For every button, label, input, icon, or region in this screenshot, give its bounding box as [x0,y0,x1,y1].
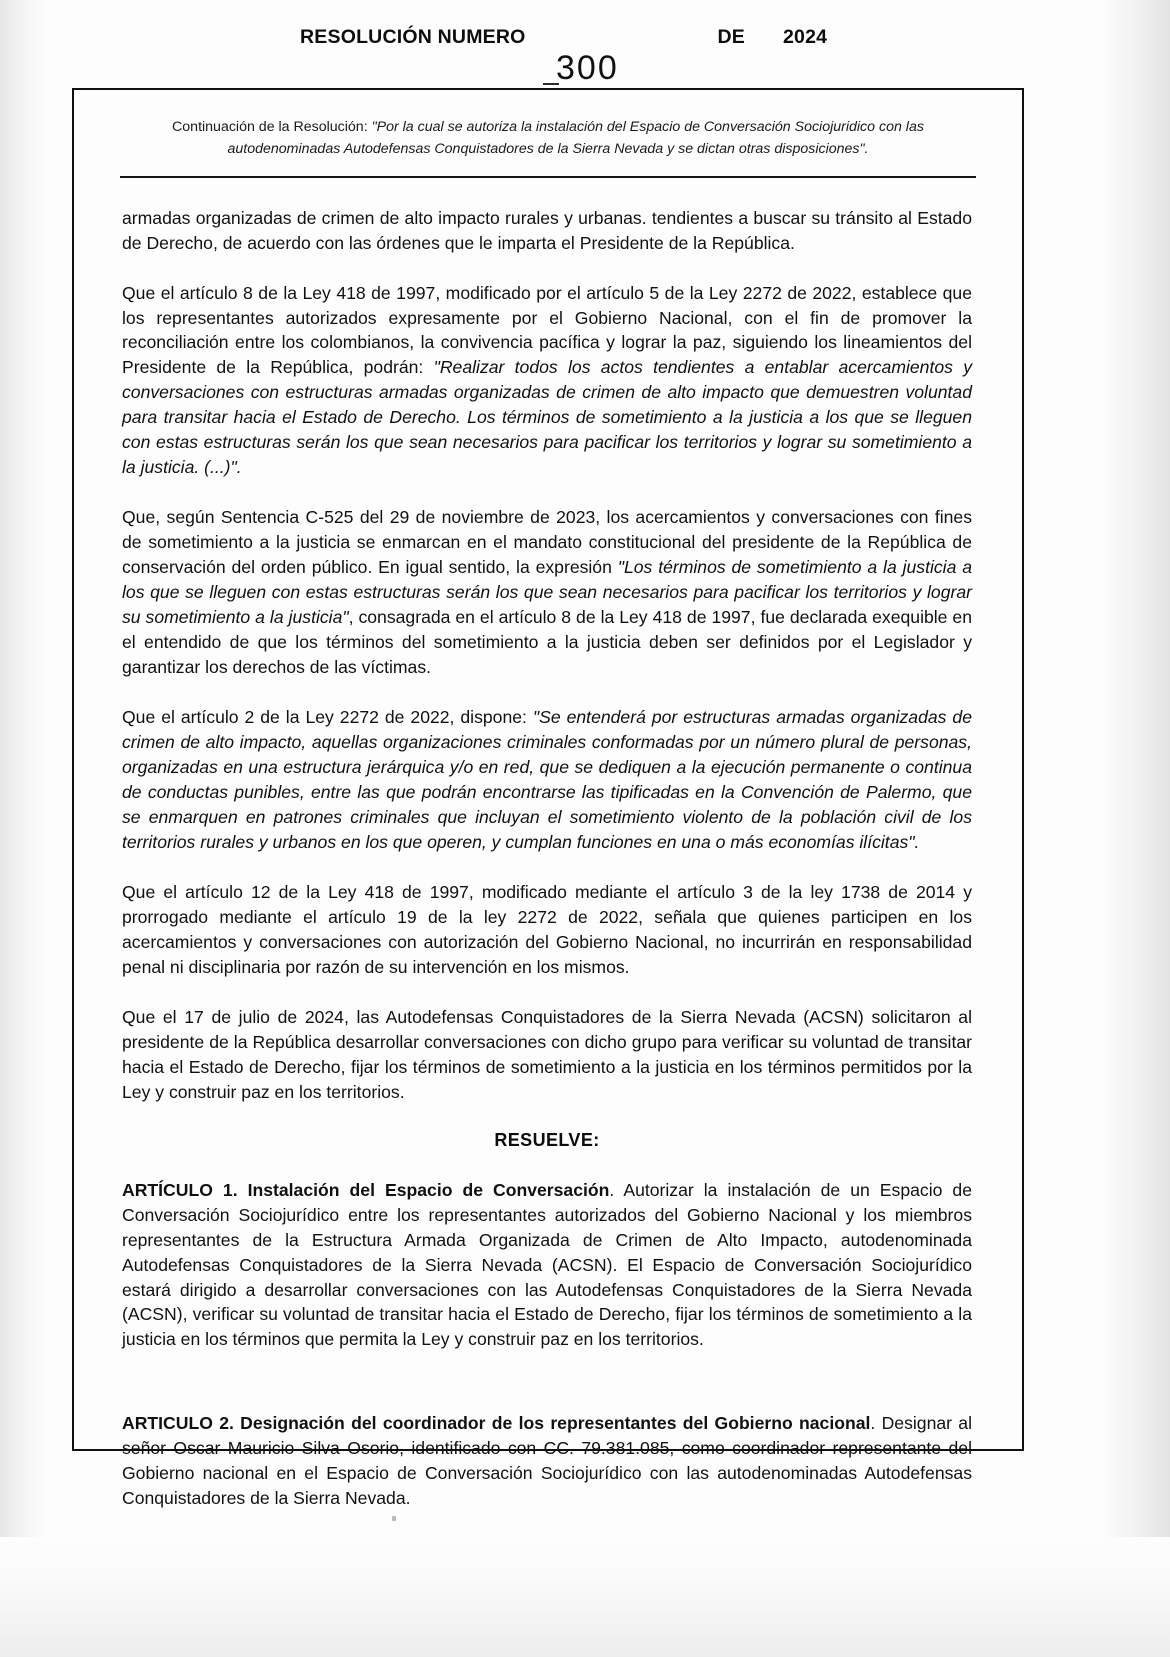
document-body [120,206,976,1512]
articulo-1 [122,1178,972,1353]
document-header [0,26,1080,49]
paragraph-continuation: armadas organizadas de crimen de alto impacto rurales y urbanas. tendientes a buscar su tránsito al Estado de Derecho, de acuerdo con las órdenes que le imparta el Presidente de la República. [122,207,972,253]
document-frame [72,88,1024,1509]
p4-quote-text: "Se entenderá por estructuras armadas organizadas de crimen de alto impacto, aquellas organizaciones criminales conformadas por un número plural de personas, organizadas en una estructura jerárquica y/o en red, que se dediquen a la ejecución permanente o continua de conductas punibles, entre las que podrán encontrarse las tipificadas en la Convención de Palermo, que se enmarquen en patrones criminales que incluyan el sometimiento violento de la población civil de los territorios rurales y urbanos en los que operen, y cumplan funciones en una o más economías ilícitas". [122,707,972,852]
scan-shadow-left [0,0,46,1657]
continuation-prefix: Continuación de la Resolución: [172,119,372,135]
resolution-label: RESOLUCIÓN NUMERO [300,26,526,48]
p2-lead-text: Que el artículo 8 de la Ley 418 de 1997, modificado por el artículo 5 de la Ley 2272 de 2022, establece que los representantes autorizados expresamente por el Gobierno Nacional, con el fin de promover la reconciliación entre los colombianos, la convivencia pacífica y lograr la paz, siguiendo los lineamientos del Presidente de la República, podrán: [122,282,972,378]
paragraph-ley418-art12: Que el artículo 12 de la Ley 418 de 1997, modificado mediante el artículo 3 de la ley 1738 de 2014 y prorrogado mediante el artículo 19 de la ley 2272 de 2022, señala que quienes participen en los acercamientos y conversaciones con autorización del Gobierno Nacional, no incurrirán en responsabilidad penal ni disciplinaria por razón de su intervención en los mismos. [122,881,972,977]
articulo-2 [122,1411,972,1511]
p2-quote-text: "Realizar todos los actos tendientes a entablar acercamientos y conversaciones con estructuras armadas organizadas de crimen de alto impacto que demuestren voluntad para transitar hacia el Estado de Derecho. Los términos de sometimiento a la justicia a los que se lleguen con estas estructuras serán los que sean necesarios para pacificar los territorios y lograr su sometimiento a la justicia. (...)". [122,357,973,478]
scan-shadow-bottom [0,1537,1170,1657]
scan-artifact-speck [392,1516,396,1521]
paragraph-sentencia-c525 [122,505,972,680]
article-spacer [122,1377,972,1411]
header-divider [120,176,976,178]
year-value: 2024 [783,26,828,48]
p3-quote-text: "Los términos de sometimiento a la justicia a los que se lleguen con estas estructuras serán los que sean necesarios para pacificar los territorios y lograr su sometimiento a la justicia" [122,557,972,628]
resuelve-heading: RESUELVE: [494,1129,600,1150]
p4-lead-text: Que el artículo 2 de la Ley 2272 de 2022, dispone: [122,707,533,728]
paragraph-ley2272-art2 [122,705,972,855]
p3-tail-text: , consagrada en el artículo 8 de la Ley 418 de 1997, fue declarada exequible en el entendido de que los términos del sometimiento a la justicia deben ser definidos por el Legislador y garantizar los derechos de las víctimas. [122,607,972,678]
continuation-note [120,116,976,160]
articulo-2-title: ARTICULO 2. Designación del coordinador de los representantes del Gobierno nacional [122,1413,871,1434]
articulo-1-title: ARTÍCULO 1. Instalación del Espacio de Conversación [122,1179,610,1200]
paragraph-solicitud-acsn: Que el 17 de julio de 2024, las Autodefensas Conquistadores de la Sierra Nevada (ACSN) solicitaron al presidente de la República desarrollar conversaciones con dicho grupo para verificar su voluntad de transitar hacia el Estado de Derecho, fijar los términos de sometimiento a la justicia en los términos permitidos por la Ley y construir paz en los territorios. [122,1006,972,1102]
p3-lead-text: Que, según Sentencia C-525 del 29 de noviembre de 2023, los acercamientos y conversaciones con fines de sometimiento a la justicia se enmarcan en el mandato constitucional del presidente de la República de conservación del orden público. En igual sentido, la expresión [122,507,972,578]
de-label: DE [717,26,745,48]
articulo-1-text: . Autorizar la instalación de un Espacio de Conversación Sociojurídico entre los representantes autorizados del Gobierno Nacional y los miembros representantes de la Estructura Armada Organizada de Crimen de Alto Impacto, autodenominada Autodefensas Conquistadores de la Sierra Nevada (ACSN). El Espacio de Conversación Sociojurídico estará dirigido a desarrollar conversaciones con las Autodefensas Conquistadores de la Sierra Nevada (ACSN), verificar su voluntad de transitar hacia el Estado de Derecho, fijar los términos de sometimiento a la justicia en los términos que permita la Ley y construir paz en los territorios. [122,1179,972,1350]
continuation-quote: "Por la cual se autoriza la instalación del Espacio de Conversación Sociojuridico con las autodenominadas Autodefensas Conquistadores de la Sierra Nevada y se dictan otras disposiciones". [227,119,924,157]
scan-shadow-right [1100,0,1170,1657]
resolution-number: 300 [556,49,619,87]
paragraph-ley418-art8 [122,281,972,481]
articulo-2-text: . Designar al señor Oscar Mauricio Silva Osorio, identificado con CC. 79.381.085, como coordinador representante del Gobierno nacional en el Espacio de Conversación Sociojurídico con las autodenominadas Autodefensas Conquistadores de la Sierra Nevada. [122,1413,972,1509]
